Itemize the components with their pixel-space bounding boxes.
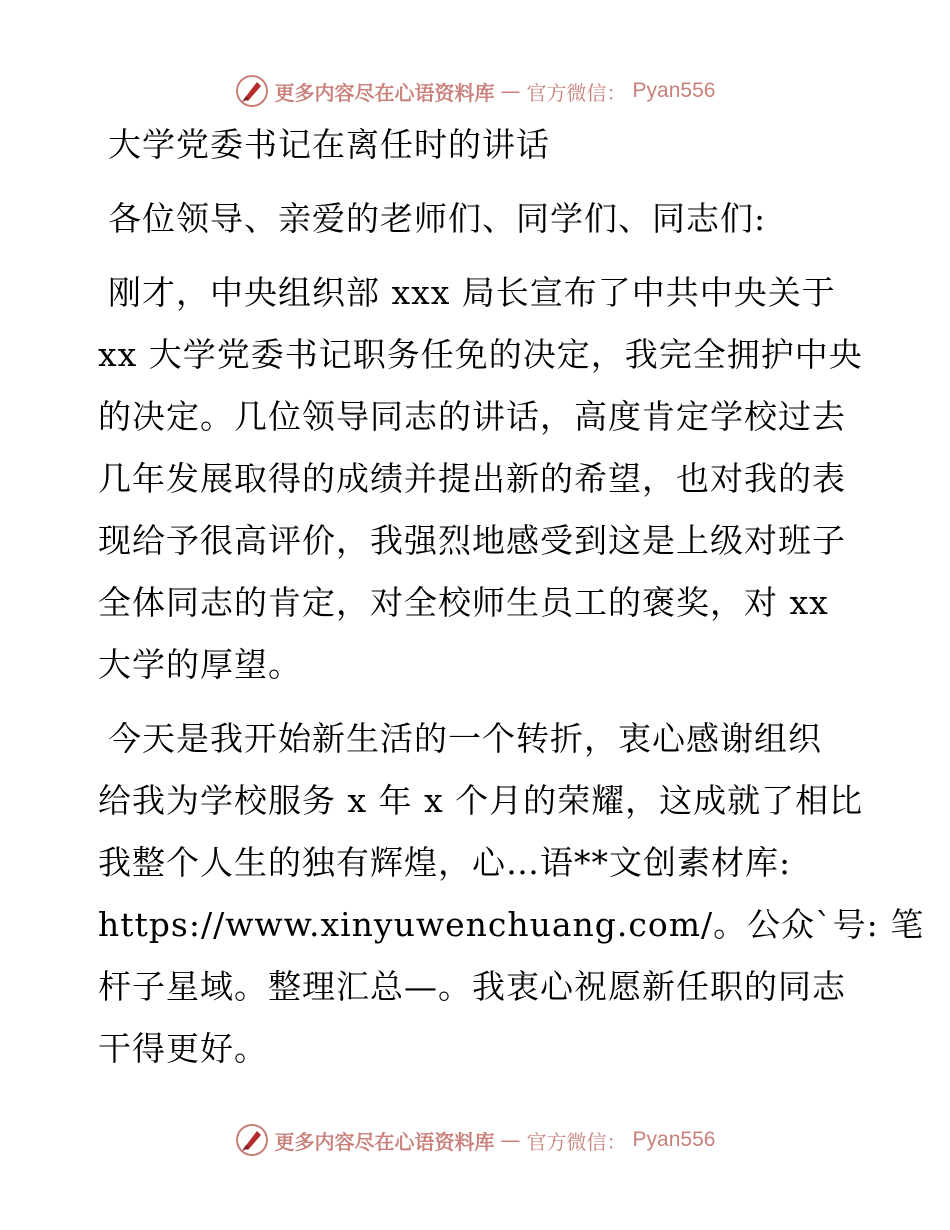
paragraph-line: 全体同志的肯定，对全校师生员工的褒奖，对 xx [98,583,829,622]
paragraph-line: 我整个人生的独有辉煌，心…语**文创素材库: [98,843,792,882]
paragraph-line: 的决定。几位领导同志的讲话，高度肯定学校过去 [98,397,846,436]
banner-wechat-label: 官方微信： [526,80,627,105]
banner-site-text: 更多内容尽在心语资料库 [274,1129,495,1154]
paragraph-line: xx 大学党委书记职务任免的决定，我完全拥护中央 [98,335,863,374]
paragraph-line: 刚才，中央组织部 xxx 局长宣布了中共中央关于 [108,273,836,312]
banner-separator: — [500,79,521,103]
footer-banner [0,1120,950,1160]
paragraph-line: 现给予很高评价，我强烈地感受到这是上级对班子 [98,521,846,560]
greeting: 各位领导、亲爱的老师们、同学们、同志们: [108,199,767,238]
paragraph-line-link: https://www.xinyuwenchuang.com/。公众`号: 笔 [98,905,925,944]
document-body [98,122,925,1088]
header-banner [0,71,950,111]
document-title: 大学党委书记在离任时的讲话 [108,125,550,164]
banner-site-text: 更多内容尽在心语资料库 [274,80,495,105]
banner-wechat-account: Pyan556 [632,79,716,102]
banner-wechat-account: Pyan556 [632,1128,716,1151]
banner-wechat-label: 官方微信： [526,1129,627,1154]
paragraph-1 [98,270,863,704]
paragraph-2 [98,716,925,1088]
paragraph-line: 干得更好。 [98,1029,268,1068]
paragraph-line: 给我为学校服务 x 年 x 个月的荣耀，这成就了相比 [98,781,864,820]
quill-logo-icon [235,1123,269,1157]
paragraph-line: 杆子星域。整理汇总—。我衷心祝愿新任职的同志 [98,967,846,1006]
paragraph-line: 大学的厚望。 [98,645,302,684]
banner-separator: — [500,1128,521,1152]
paragraph-line: 几年发展取得的成绩并提出新的希望，也对我的表 [98,459,846,498]
paragraph-line: 今天是我开始新生活的一个转折，衷心感谢组织 [108,719,822,758]
quill-logo-icon [235,74,269,108]
